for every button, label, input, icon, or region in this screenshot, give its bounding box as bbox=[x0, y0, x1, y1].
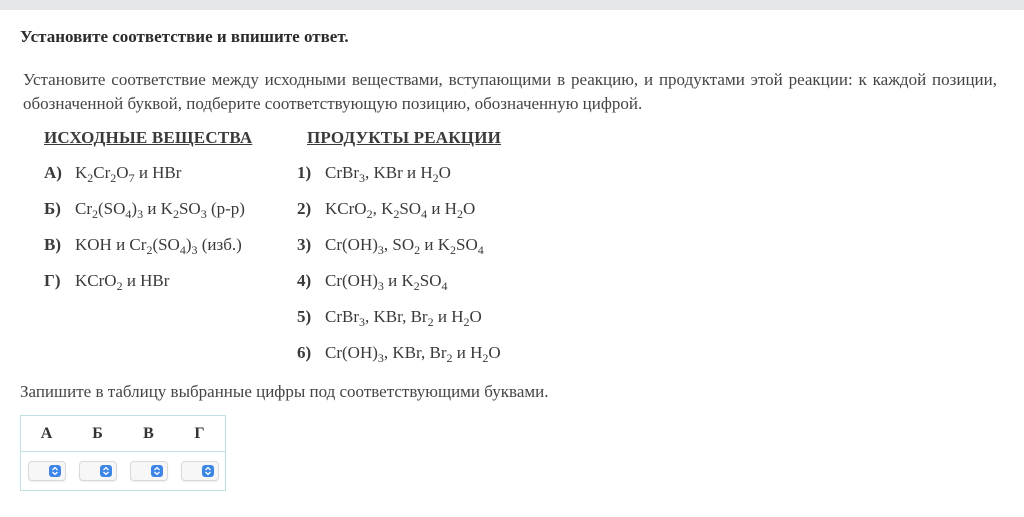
right-item-5 bbox=[297, 307, 482, 327]
answer-header-a: А bbox=[21, 416, 73, 452]
left-column-header: ИСХОДНЫЕ ВЕЩЕСТВА bbox=[44, 128, 253, 147]
right-item-formula: $Cr(OH)_3$, KBr, $Br_2$ и $H_2O$ bbox=[325, 343, 501, 365]
left-item-b bbox=[44, 199, 245, 219]
answer-cell-v bbox=[123, 452, 174, 491]
right-item-key: 1) bbox=[297, 163, 312, 182]
right-item-formula: CrBr$_3$, KBr и $H_2O$ bbox=[325, 163, 451, 185]
right-item-formula: CrBr$_3$, KBr, $Br_2$ и $H_2O$ bbox=[325, 307, 482, 329]
answer-header-b: Б bbox=[72, 416, 123, 452]
right-item-formula: $Cr(OH)_3$, $SO_2$ и $K_2SO_4$ bbox=[325, 235, 484, 257]
left-item-formula: $Cr_2(SO_4)_3$ и $K_2SO_3$ (р-р) bbox=[75, 199, 245, 221]
right-item-2 bbox=[297, 199, 475, 219]
left-item-formula: KOH и $Cr_2(SO_4)_3$ (изб.) bbox=[75, 235, 242, 257]
left-item-formula: $K_2Cr_2O_7$ и HBr bbox=[75, 163, 182, 185]
right-item-key: 6) bbox=[297, 343, 312, 362]
left-item-g bbox=[44, 271, 169, 291]
right-item-formula: $Cr(OH)_3$ и $K_2SO_4$ bbox=[325, 271, 448, 293]
left-item-key: В) bbox=[44, 235, 61, 254]
right-item-6 bbox=[297, 343, 501, 363]
left-item-formula: KCrO$_2$ и HBr bbox=[75, 271, 170, 293]
task-title: Установите соответствие и впишите ответ. bbox=[20, 27, 349, 46]
answer-cell-a bbox=[21, 452, 73, 491]
left-item-a bbox=[44, 163, 181, 183]
right-column-header: ПРОДУКТЫ РЕАКЦИИ bbox=[307, 128, 502, 147]
answer-select-g[interactable] bbox=[181, 461, 219, 481]
right-item-4 bbox=[297, 271, 448, 291]
answer-select-b[interactable] bbox=[79, 461, 117, 481]
right-item-key: 2) bbox=[297, 199, 312, 218]
right-item-formula: KCrO$_2$, $K_2SO_4$ и $H_2O$ bbox=[325, 199, 476, 221]
answer-table bbox=[20, 415, 226, 491]
top-bar bbox=[0, 0, 1024, 10]
select-arrows-icon bbox=[49, 465, 61, 477]
right-item-3 bbox=[297, 235, 484, 255]
select-arrows-icon bbox=[202, 465, 214, 477]
right-item-key: 3) bbox=[297, 235, 312, 254]
select-arrows-icon bbox=[100, 465, 112, 477]
answer-instruction: Запишите в таблицу выбранные цифры под соответствующими буквами. bbox=[20, 382, 549, 401]
select-arrows-icon bbox=[151, 465, 163, 477]
answer-select-v[interactable] bbox=[130, 461, 168, 481]
answer-cell-b bbox=[72, 452, 123, 491]
task-text: Установите соответствие между исходными веществами, вступающими в реакцию, и продуктами этой реакции: к каждой позиции, обозначенной буквой, подберите соответствующую позицию, обозначенную цифрой. bbox=[23, 70, 997, 113]
right-item-key: 4) bbox=[297, 271, 312, 290]
left-item-key: А) bbox=[44, 163, 62, 182]
right-item-key: 5) bbox=[297, 307, 312, 326]
right-item-1 bbox=[297, 163, 451, 183]
answer-cell-g bbox=[174, 452, 226, 491]
left-item-key: Г) bbox=[44, 271, 61, 290]
answer-header-g: Г bbox=[174, 416, 226, 452]
answer-select-a[interactable] bbox=[28, 461, 66, 481]
left-item-key: Б) bbox=[44, 199, 61, 218]
answer-header-v: В bbox=[123, 416, 174, 452]
left-item-v bbox=[44, 235, 242, 255]
